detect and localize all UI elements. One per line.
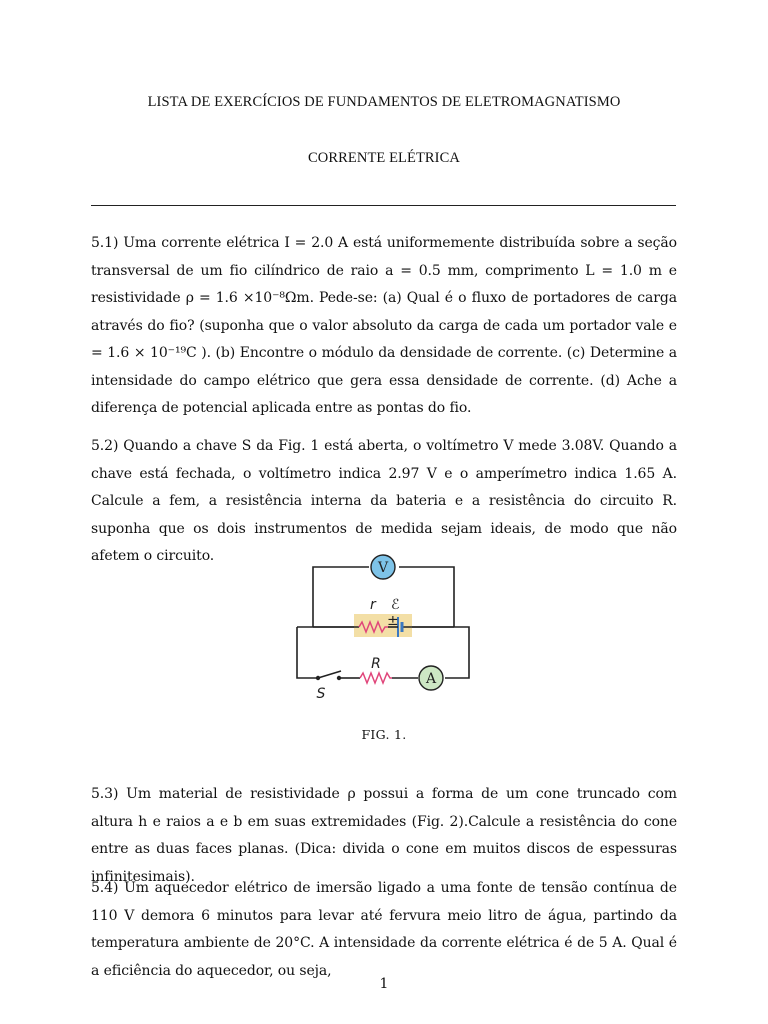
problem-text: Quando a chave S da Fig. 1 está aberta, o voltímetro V mede 3.08V. Quando a chave está fechada, o voltímetro indica 2.97 V e o amperímetro indica 1.65 A. Calcule a fem, a resistência interna da bateria e a resistência do circuito R. suponha que os dois instrumentos de medida sejam ideais, de modo que não afetem o circuito. — [91, 438, 677, 564]
figure-caption: FIG. 1. — [361, 727, 407, 742]
document-title: LISTA DE EXERCÍCIOS DE FUNDAMENTOS DE ELETROMAGNATISMO — [147, 94, 621, 110]
emf-label: ℰ — [391, 597, 400, 613]
section-title: CORRENTE ELÉTRICA — [308, 150, 460, 166]
load-resistor — [360, 673, 392, 683]
page-number: 1 — [379, 976, 389, 992]
problem-number: 5.2) — [91, 438, 119, 454]
ammeter-label: A — [425, 671, 437, 687]
voltmeter-label: V — [377, 560, 389, 576]
problem-text: Um material de resistividade ρ possui a forma de um cone truncado com altura h e raios a e b em suas extremidades (Fig. 2).Calcule a resistência do cone entre as duas faces planas. (Dica: divida o cone em muitos discos de espessuras infinitesimais). — [91, 786, 677, 885]
problem-number: 5.1) — [91, 235, 119, 251]
problem-number: 5.4) — [91, 880, 119, 896]
polarity-label: ± — [387, 613, 399, 629]
resistor-label: R — [371, 656, 381, 672]
problem-number: 5.3) — [91, 786, 119, 802]
r-label: r — [370, 597, 376, 613]
circuit-figure — [288, 551, 478, 701]
problem-5-4 — [91, 875, 677, 985]
header-divider — [91, 205, 676, 206]
switch-label: S — [316, 686, 326, 701]
problem-text: Uma corrente elétrica I = 2.0 A está uniformemente distribuída sobre a seção transversal de um fio cilíndrico de raio a = 0.5 mm, comprimento L = 1.0 m e resistividade ρ = 1.6 ×10⁻⁸Ωm. Pede-se: (a) Qual é o fluxo de portadores de carga através do fio? (suponha que o valor absoluto da carga de cada um portador vale e = 1.6 × 10⁻¹⁹C ). (b) Encontre o módulo da densidade de corrente. (c) Determine a intensidade do campo elétrico que gera essa densidade de corrente. (d) Ache a diferença de potencial aplicada entre as pontas do fio. — [91, 235, 678, 416]
problem-text: Um aquecedor elétrico de imersão ligado a uma fonte de tensão contínua de 110 V demora 6 minutos para levar até fervura meio litro de água, partindo da temperatura ambiente de 20°C. A intensidade da corrente elétrica é de 5 A. Qual é a eficiência do aquecedor, ou seja, — [91, 880, 677, 979]
problem-5-2 — [91, 433, 677, 571]
problem-5-1 — [91, 230, 677, 423]
